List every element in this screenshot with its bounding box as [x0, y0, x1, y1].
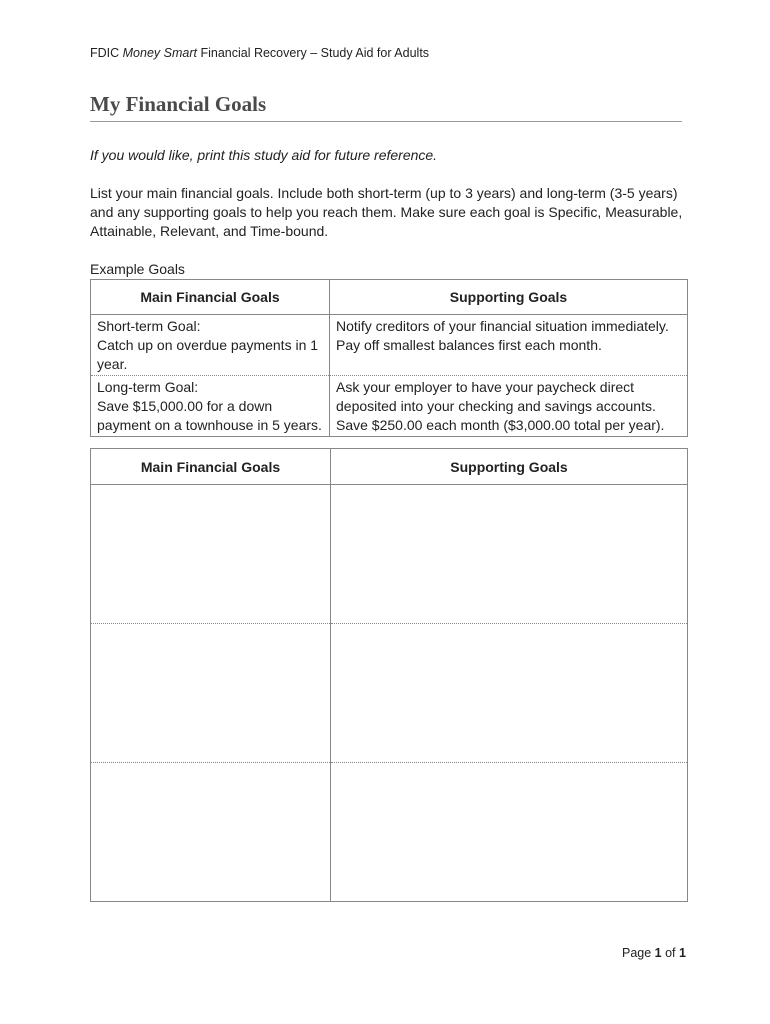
total-pages: 1	[679, 946, 686, 960]
page-number	[622, 946, 686, 960]
of-word: of	[661, 946, 679, 960]
page-word: Page	[622, 946, 655, 960]
table-header-row	[91, 449, 688, 485]
supporting-goal-entry-cell[interactable]	[331, 485, 688, 624]
header-suffix: Financial Recovery – Study Aid for Adults	[196, 46, 430, 60]
example-goals-table	[90, 279, 688, 437]
supporting-goal-entry-cell[interactable]	[331, 624, 688, 763]
supporting-goal-entry-cell[interactable]	[331, 763, 688, 902]
supporting-goal-text: Ask your employer to have your paycheck direct deposited into your checking and savings accounts.	[336, 379, 656, 414]
main-goal-entry-cell[interactable]	[91, 485, 331, 624]
goal-type-label: Long-term Goal:	[97, 379, 199, 395]
goal-text: Catch up on overdue payments in 1 year.	[97, 337, 319, 372]
column-header-main: Main Financial Goals	[91, 280, 330, 315]
table-header-row	[91, 280, 688, 315]
table-row	[91, 315, 688, 376]
main-goal-entry-cell[interactable]	[91, 624, 331, 763]
intro-note: If you would like, print this study aid for future reference.	[90, 147, 438, 163]
table-row	[91, 376, 688, 437]
main-goal-cell	[91, 315, 330, 376]
column-header-main: Main Financial Goals	[91, 449, 331, 485]
table-row	[91, 485, 688, 624]
main-goal-cell	[91, 376, 330, 437]
instructions-paragraph: List your main financial goals. Include both short-term (up to 3 years) and long-term (3-5 years) and any supporting goals to help you reach them. Make sure each goal is Specific, Measurable, Attainable, Relevant, and Time-bound.	[90, 185, 683, 239]
my-goals-table	[90, 448, 688, 902]
supporting-goal-text: Notify creditors of your financial situation immediately.	[336, 318, 669, 334]
main-goal-entry-cell[interactable]	[91, 763, 331, 902]
goal-type-label: Short-term Goal:	[97, 318, 201, 334]
supporting-goal-cell	[330, 315, 688, 376]
supporting-goal-text: Save $250.00 each month ($3,000.00 total per year).	[336, 417, 665, 433]
table-row	[91, 763, 688, 902]
supporting-goal-cell	[330, 376, 688, 437]
goal-text: Save $15,000.00 for a down payment on a townhouse in 5 years.	[97, 398, 322, 433]
document-header	[90, 46, 429, 60]
current-page: 1	[654, 946, 662, 960]
table-row	[91, 624, 688, 763]
header-prefix: FDIC	[90, 46, 123, 60]
column-header-supporting: Supporting Goals	[331, 449, 688, 485]
header-brand: Money Smart	[122, 46, 197, 60]
column-header-supporting: Supporting Goals	[330, 280, 688, 315]
supporting-goal-text: Pay off smallest balances first each month.	[336, 337, 602, 353]
page-title: My Financial Goals	[90, 92, 682, 122]
example-goals-label: Example Goals	[90, 261, 185, 277]
